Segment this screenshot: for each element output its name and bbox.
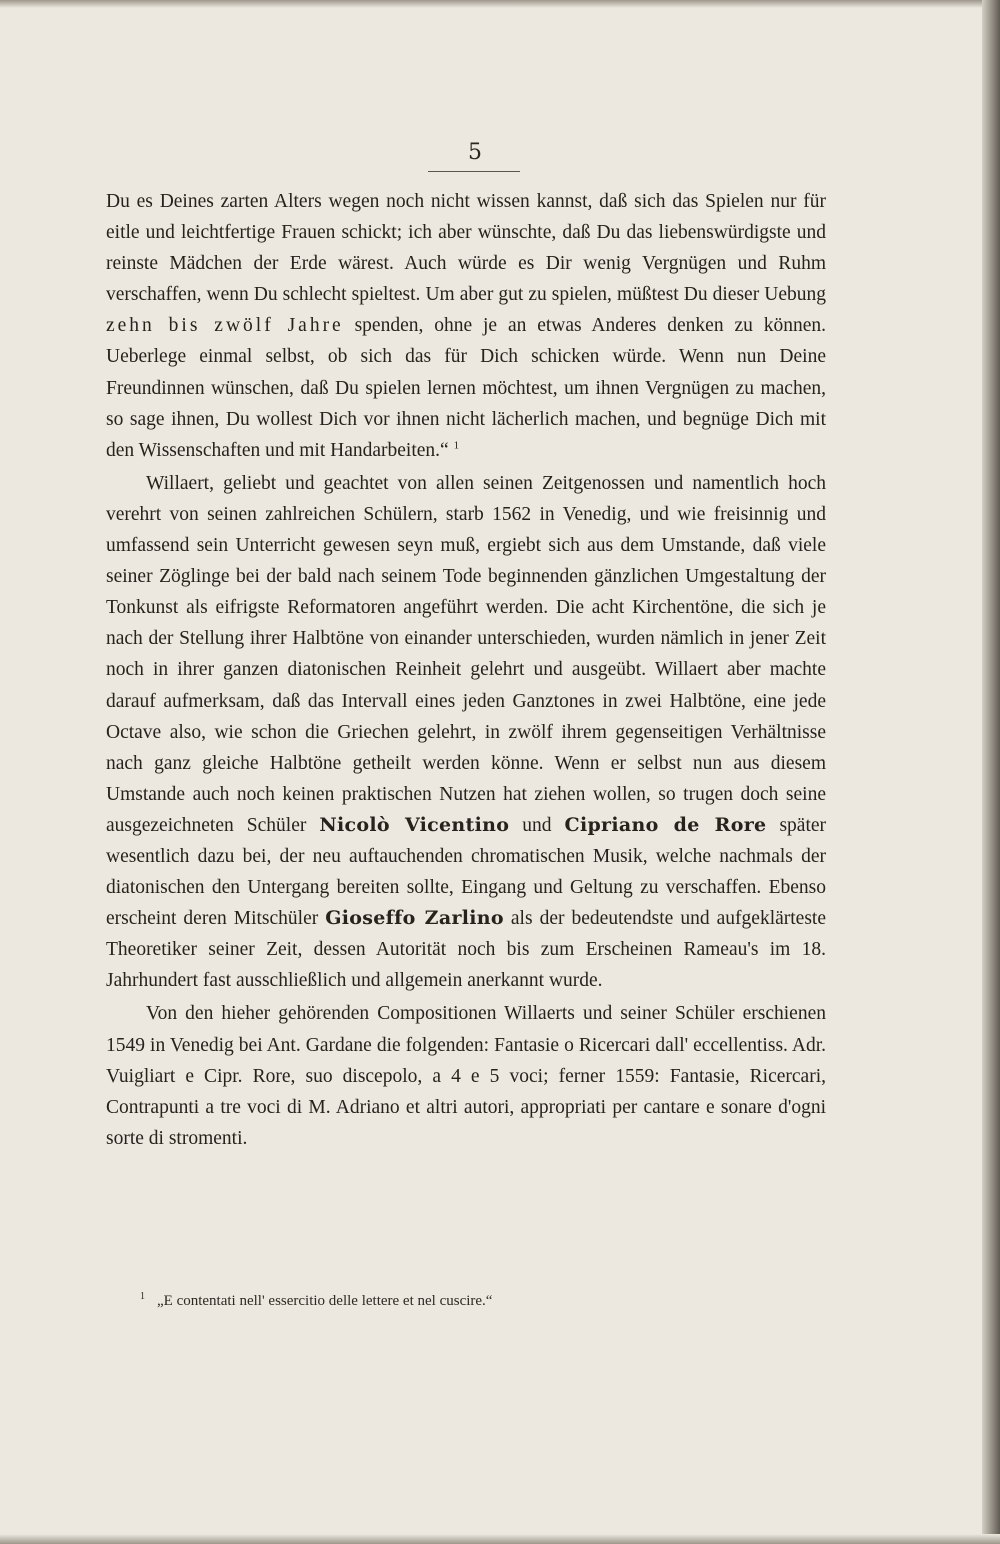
paragraph-willaert [106,468,826,997]
paragraph-2-part-3: später wesentlich dazu bei, der neu auftauchenden chromatischen Musik, welche nachmals der diatonischen den Untergang bereiten sollte, Eingang und Geltung zu verschaffen. Ebenso erscheint deren Mitschüler [106,814,827,930]
latin-title-1549: Fantasie o Ricercari dall' eccellentiss. Adr. Vuigliart e Cipr. Rore, suo discepolo, a 4 e 5 voci; [106,1034,826,1087]
page-right-edge [982,0,1000,1544]
paragraph-1-spaced-text: zehn bis zwölf Jahre [106,315,344,337]
footnote-reference-mark: 1 [453,439,460,452]
footnote-text: „E contentati nell' essercitio delle lettere et nel cuscire.“ [157,1293,493,1309]
paragraph-2-part-1: Willaert, geliebt und geachtet von allen seinen Zeitgenossen und namentlich hoch verehrt von seinen zahlreichen Schülern, starb 1562 in Venedig, und wie freisinnig und umfassend sein Unterricht gewesen seyn muß, ergiebt sich aus dem Umstande, daß viele seiner Zöglinge bei der bald nach seinem Tode beginnenden gänzlichen Umgestaltung der Tonkunst als eifrigste Reformatoren angeführt werden. Die acht Kirchentöne, die sich je nach der Stellung ihrer Halbtöne von einander unterschieden, wurden nämlich in jener Zeit noch in ihrer ganzen diatonischen Reinheit gelehrt und ausgeübt. Willaert aber machte darauf aufmerksam, daß das Intervall eines jeden Ganztones in zwei Halbtöne, eine jede Octave also, wie schon die Griechen gelehrt, in zwölf ihrem gegenseitigen Verhältnisse nach ganz gleiche Halbtöne getheilt werden könne. Wenn er selbst nun aus diesem Umstande auch noch keinen praktischen Nutzen hat ziehen wollen, so trugen doch seine ausgezeichneten Schüler [106,472,826,836]
page-number-rule [428,171,520,172]
person-name-vicentino: Nicolò Vicentino [319,813,510,836]
latin-title-1559: Fantasie, Ricercari, Contrapunti a tre voci di M. Adriano et altri autori, appropriati per cantare e sonare d'ogni sorte di stromenti. [106,1065,826,1149]
page-top-shadow [0,0,1000,8]
paragraph-1-text-after: spenden, ohne je an etwas Anderes denken zu können. Ueberlege einmal selbst, ob sich das für Dich schicken würde. Wenn nun Deine Freundinnen wünschen, daß Du spielen lernen möchtest, um ihnen Vergnügen zu machen, so sage ihnen, Du wollest Dich vor ihnen nicht lächerlich machen, und begnüge Dich mit den Wissenschaften und mit Handarbeiten.“ [106,315,826,461]
paragraph-3-part-1: Von den hieher gehörenden Compositionen Willaerts und seiner Schüler erschienen 1549 in Venedig bei Ant. Gardane die folgenden: [106,1003,826,1056]
paragraph-3-part-2: ferner 1559: [548,1065,670,1087]
footnote-number: 1 [140,1291,145,1302]
paragraph-letter-continuation [106,186,826,466]
paragraph-1-text-before: Du es Deines zarten Alters wegen noch nicht wissen kannst, daß sich das Spielen nur für eitle und leichtfertige Frauen schickt; ich aber wünschte, daß Du das liebenswürdigste und reinste Mädchen der Erde wärest. Auch würde es Dir wenig Vergnügen und Ruhm verschaffen, wenn Du schlecht spieltest. Um aber gut zu spielen, müßtest Du dieser Uebung [106,191,826,306]
person-name-zarlino: Gioseffo Zarlino [325,907,504,930]
footnote [140,1293,830,1310]
page-number: 5 [468,140,482,165]
paragraph-2-part-4: als der bedeutendste und aufgeklärteste Theoretiker seiner Zeit, dessen Autorität noch bis zum Erscheinen Rameau's im 18. Jahrhundert fast ausschließlich und allgemein anerkannt wurde. [106,908,826,992]
page-bottom-shadow [0,1534,1000,1544]
paragraph-2-part-2: und [509,814,565,836]
person-name-de-rore: Cipriano de Rore [564,813,767,836]
body-text [106,186,826,1154]
paragraph-compositions [106,998,826,1153]
